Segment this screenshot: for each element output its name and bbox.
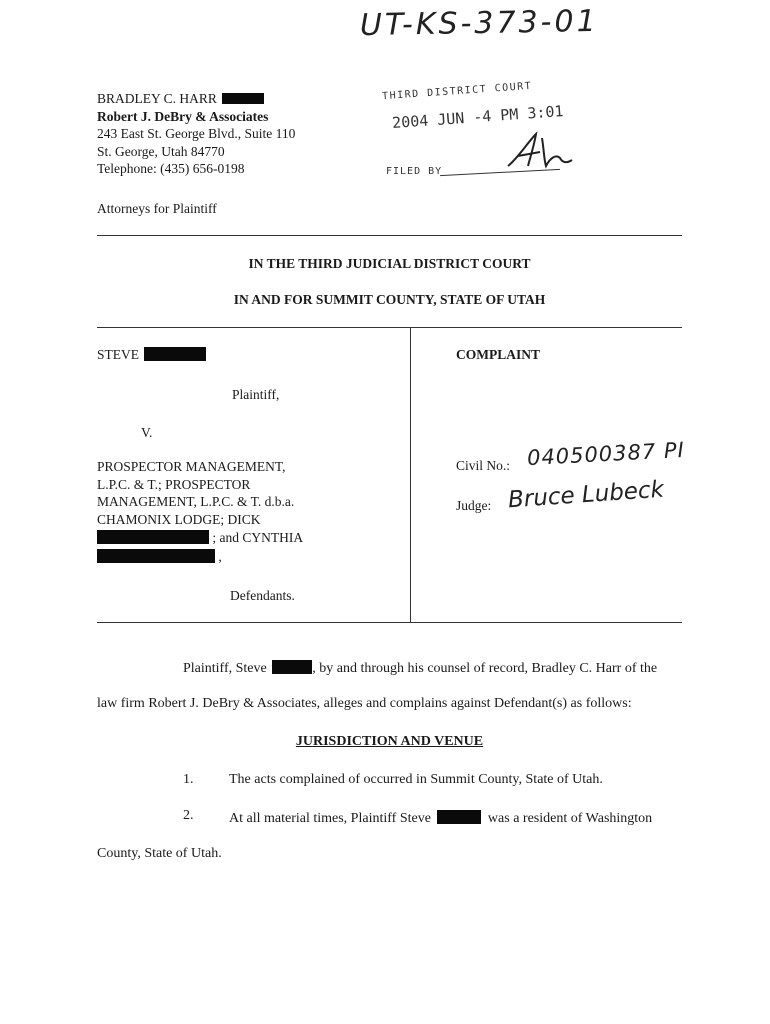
judge-name: Bruce Lubeck: [507, 476, 665, 514]
redaction-bar: [97, 530, 209, 544]
para-2-text-b: was a resident of Washington: [487, 811, 653, 826]
defendants-line-6: [97, 547, 397, 566]
civil-no-label: Civil No.:: [456, 458, 511, 473]
intro-line-1: [183, 658, 683, 677]
attorney-role: Attorneys for Plaintiff: [97, 201, 217, 216]
defendants-line-5: [97, 528, 397, 547]
plaintiff-label: Plaintiff,: [232, 387, 280, 402]
attorney-address-2: St. George, Utah 84770: [97, 143, 225, 159]
court-line-1: IN THE THIRD JUDICIAL DISTRICT COURT: [248, 256, 531, 271]
para-2-number: 2.: [183, 808, 194, 823]
para-1-text: The acts complained of occurred in Summit County, State of Utah.: [229, 772, 603, 787]
plaintiff-name-line: [97, 345, 206, 364]
para-2-line-1: [229, 808, 652, 827]
redaction-bar: [97, 549, 215, 563]
intro-line-1-b: , by and through his counsel of record, Bradley C. Harr of the: [312, 661, 658, 676]
header-rule: [97, 235, 682, 236]
plaintiff-name: STEVE: [97, 347, 139, 362]
caption-divider: [410, 327, 411, 622]
doc-title: COMPLAINT: [456, 347, 540, 362]
judge-label: Judge:: [456, 498, 492, 513]
caption-top-rule: [97, 327, 682, 328]
attorney-name-line: [97, 90, 397, 108]
redaction-bar: [222, 93, 264, 104]
para-2-text-a: At all material times, Plaintiff Steve: [229, 811, 431, 826]
defendants-comma: ,: [218, 548, 222, 564]
attorney-name: BRADLEY C. HARR: [97, 91, 217, 106]
defendants-label: Defendants.: [230, 588, 295, 603]
intro-line-1-a: Plaintiff, Steve: [183, 661, 267, 676]
filing-stamp-filed-by: FILED BY: [386, 166, 443, 177]
defendants-tail: ; and CYNTHIA: [212, 530, 304, 545]
filing-stamp-court: THIRD DISTRICT COURT: [381, 80, 533, 103]
clerk-signature: [500, 128, 580, 173]
intro-line-2: law firm Robert J. DeBry & Associates, alleges and complains against Defendant(s) as follows:: [97, 696, 632, 711]
redaction-bar: [437, 810, 481, 824]
defendants-line-1: PROSPECTOR MANAGEMENT,: [97, 459, 286, 474]
redaction-bar: [144, 347, 206, 361]
section-heading: JURISDICTION AND VENUE: [295, 734, 484, 749]
filing-stamp-date: 2004 JUN -4 PM 3:01: [391, 102, 565, 132]
civil-no-value: 040500387 PI: [526, 437, 686, 471]
attorney-phone: Telephone: (435) 656-0198: [97, 161, 245, 176]
caption-bottom-rule: [97, 622, 682, 623]
versus: V.: [141, 425, 153, 440]
handwritten-case-number: UT-KS-373-01: [359, 3, 599, 44]
defendants-line-3: MANAGEMENT, L.P.C. & T. d.b.a.: [97, 494, 295, 509]
defendants-line-2: L.P.C. & T.; PROSPECTOR: [97, 476, 251, 492]
redaction-bar: [272, 660, 312, 674]
attorney-block: [97, 90, 397, 178]
defendants-line-4: CHAMONIX LODGE; DICK: [97, 511, 261, 527]
para-2-line-2: County, State of Utah.: [97, 846, 222, 861]
attorney-firm: Robert J. DeBry & Associates: [97, 108, 269, 124]
para-1-number: 1.: [183, 772, 194, 787]
court-line-2: IN AND FOR SUMMIT COUNTY, STATE OF UTAH: [233, 292, 546, 307]
defendants-block: [97, 458, 397, 565]
attorney-address-1: 243 East St. George Blvd., Suite 110: [97, 126, 296, 141]
